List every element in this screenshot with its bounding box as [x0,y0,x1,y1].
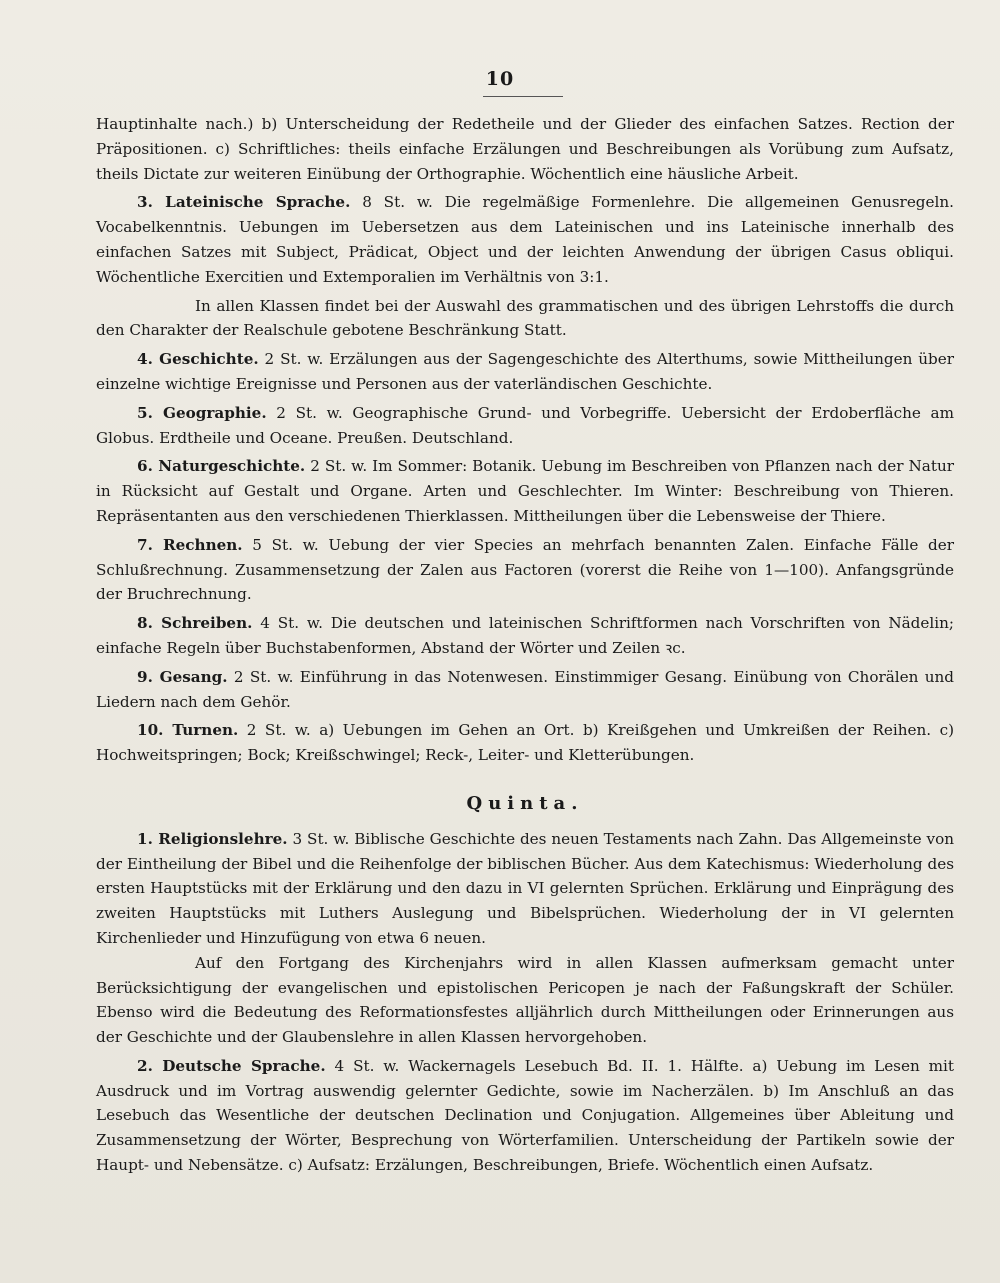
text-german: 4 St. w. Wackernagels Lesebuch Bd. II. 1. Hälfte. a) Uebung im Lesen mit Ausdruck und im Vortrag auswendig gelernter Gedichte, sowie im Nacherzälen. b) Im Anschluß an das Lesebuch das Wesentliche der deutschen Declination und Conjugation. Allgemeines über Ableitung und Zusammensetzung der Wörter, Besprechung von Wörterfamilien. Unterscheidung der Partikeln sowie der Haupt- und Nebensätze. c) Aufsatz: Erzälungen, Beschreibungen, Briefe. Wöchentlich einen Aufsatz. [96,1056,954,1175]
text-writing: 4 St. w. Die deutschen und lateinischen Schriftformen nach Vorschriften von Nädelin; einfache Regeln über Buchstabenformen, Abstand der Wörter und Zeilen ꝛc. [96,614,954,657]
paragraph-german [96,1054,954,1178]
heading-history: 4. Geschichte. [137,350,259,369]
paragraph-note-grammar: In allen Klassen findet bei der Auswahl des grammatischen und des übrigen Lehrstoffs die durch den Charakter der Realschule gebotene Beschränkung Statt. [96,296,954,340]
page-body [96,112,954,1178]
heading-natural-history: 6. Naturgeschichte. [137,457,306,476]
paragraph-natural-history [96,454,954,528]
heading-singing: 9. Gesang. [137,667,228,686]
heading-writing: 8. Schreiben. [137,614,253,633]
paragraph-singing [96,665,954,715]
text-arithmetic: 5 St. w. Uebung der vier Species an mehrfach benannten Zalen. Einfache Fälle der Schlußrechnung. Zusammensetzung der Zalen aus Factoren (vorerst die Reihe von 1—100). Anfangsgründe der Bruchrechnung. [96,535,954,604]
page-number: 10 [485,68,515,90]
paragraph-history [96,347,954,397]
text-latin: 8 St. w. Die regelmäßige Formenlehre. Die allgemeinen Genusregeln. Vocabelkenntnis. Uebungen im Uebersetzen aus dem Lateinischen und ins Lateinische innerhalb des einfachen Satzes mit Subject, Prädicat, Object und der leichten Anwendung der übrigen Casus obliqui. Wöchentliche Exercitien und Extemporalien im Verhältnis von 3:1. [96,193,954,286]
text-natural-history: 2 St. w. Im Sommer: Botanik. Uebung im Beschreiben von Pflanzen nach der Natur in Rücksicht auf Gestalt und Organe. Arten und Geschlechter. Im Winter: Beschreibung von Thieren. Repräsentanten aus den verschiedenen Thierklassen. Mittheilungen über die Lebensweise der Thiere. [96,457,954,525]
heading-gymnastics: 10. Turnen. [137,721,239,740]
text-history: 2 St. w. Erzälungen aus der Sagengeschichte des Alterthums, sowie Mittheilungen über einzelne wichtige Ereignisse und Personen aus der vaterländischen Geschichte. [96,350,955,393]
paragraph-religion [96,827,954,951]
paragraph-writing [96,611,954,661]
heading-latin: 3. Lateinische Sprache. [137,193,351,212]
paragraph-latin [96,190,954,289]
section-heading-quinta: Quinta. [466,792,584,814]
paragraph-arithmetic [96,533,954,607]
heading-religion: 1. Religionslehre. [137,829,288,848]
text-gymnastics: 2 St. w. a) Uebungen im Gehen an Ort. b) Kreißgehen und Umkreißen der Reihen. c) Hochweitspringen; Bock; Kreißschwingel; Reck-, Leiter- und Kletterübungen. [96,721,954,765]
text-religion: 3 St. w. Biblische Geschichte des neuen Testaments nach Zahn. Das Allgemeinste von der Eintheilung der Bibel und die Reihenfolge der biblischen Bücher. Aus dem Katechismus: Wiederholung des ersten Hauptstücks mit der Erklärung und den dazu in VI gelernten Sprüchen. Erklärung und Einprägung des zweiten Hauptstücks mit Luthers Auslegung und Bibelsprüchen. Wiederholung der in VI gelernten Kirchenlieder und Hinzufügung von etwa 6 neuen. [96,829,954,947]
heading-geography: 5. Geographie. [137,403,267,422]
paragraph-gymnastics [96,718,954,768]
paragraph-sexta-german-cont: Hauptinhalte nach.) b) Unterscheidung der Redetheile und der Glieder des einfachen Satzes. Rection der Präpositionen. c) Schriftliches: theils einfache Erzälungen und Beschreibungen als Vorübung zum Aufsatz, theils Dictate zur weiteren Einübung der Orthographie. Wöchentlich eine häusliche Arbeit. [96,115,954,183]
heading-german: 2. Deutsche Sprache. [137,1056,326,1075]
text-singing: 2 St. w. Einführung in das Notenwesen. Einstimmiger Gesang. Einübung von Chorälen und Liedern nach dem Gehör. [96,667,954,711]
paragraph-note-church-year: Auf den Fortgang des Kirchenjahrs wird in allen Klassen aufmerksam gemacht unter Berücksichtigung der evangelischen und epistolischen Pericopen je nach der Faßungskraft der Schüler. Ebenso wird die Bedeutung des Reformationsfestes alljährlich durch Mittheilungen oder Erinnerungen aus der Geschichte und der Glaubenslehre in allen Klassen hervorgehoben. [96,953,954,1047]
page-number-rule [483,96,563,97]
heading-arithmetic: 7. Rechnen. [137,535,243,554]
text-geography: 2 St. w. Geographische Grund- und Vorbegriffe. Uebersicht der Erdoberfläche am Globus. Erdtheile und Oceane. Preußen. Deutschland. [96,403,954,447]
paragraph-geography [96,401,954,451]
